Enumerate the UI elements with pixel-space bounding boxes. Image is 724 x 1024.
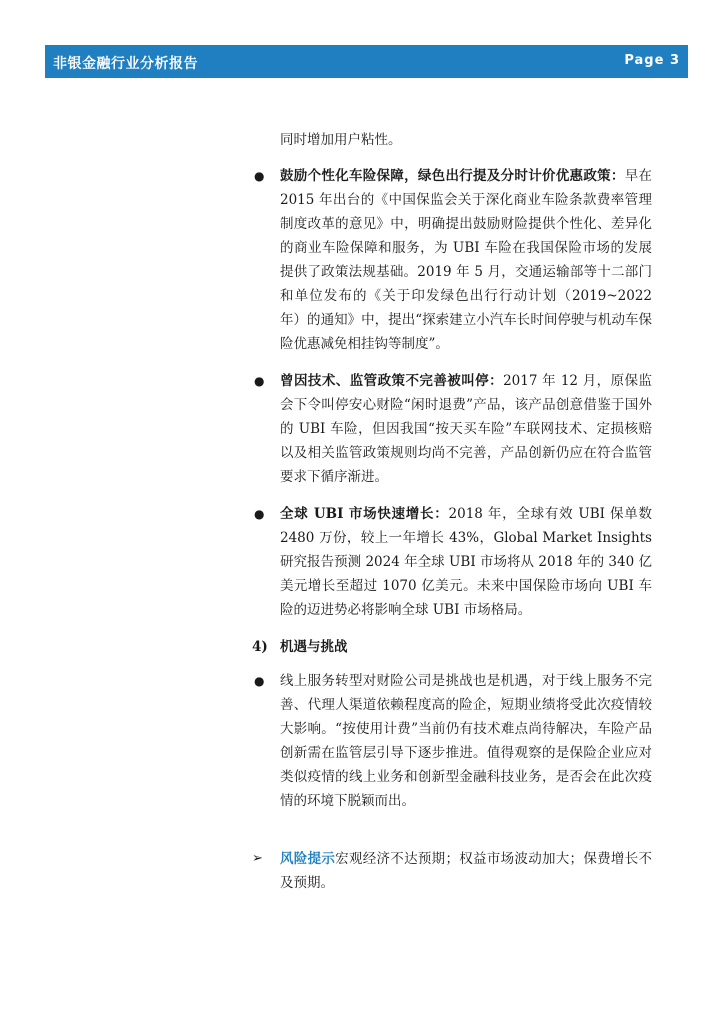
report-title: 非银金融行业分析报告	[53, 56, 198, 72]
bullet-dot-icon: ●	[254, 374, 265, 388]
bullet-dot-icon: ●	[254, 507, 265, 521]
bullet-item-global-market	[252, 502, 652, 622]
bullet-item-regulation	[252, 369, 652, 489]
bullet-item-policy	[252, 164, 652, 356]
bullet-dot-icon: ●	[254, 169, 265, 183]
risk-warning	[252, 847, 652, 895]
bullet-lead: 鼓励个性化车险保障，绿色出行提及分时计价优惠政策：	[280, 168, 625, 184]
page-number: Page 3	[624, 53, 680, 68]
risk-text: 宏观经济不达预期；权益市场波动加大；保费增长不及预期。	[280, 851, 653, 891]
bullet-text: 2017 年 12 月，原保监会下令叫停安心财险“闲时退费”产品，该产品创意借鉴于国外的 UBI 车险，但因我国“按天买车险”车联网技术、定损核赔以及相关监管政策规则均尚不完善，产品创新仍应在符合监管要求下循序渐进。	[280, 373, 652, 485]
header-bar	[45, 45, 688, 78]
bullet-lead: 全球 UBI 市场快速增长：	[280, 506, 449, 522]
arrow-right-icon: ➢	[252, 851, 263, 866]
body-content	[252, 128, 652, 895]
bullet-lead: 曾因技术、监管政策不完善被叫停：	[280, 373, 504, 389]
bullet-dot-icon: ●	[254, 674, 265, 688]
bullet-text: 线上服务转型对财险公司是挑战也是机遇，对于线上服务不完善、代理人渠道依赖程度高的险企，短期业绩将受此次疫情较大影响。“按使用计费”当前仍有技术难点尚待解决，车险产品创新需在监管层引导下逐步推进。值得观察的是保险企业应对类似疫情的线上业务和创新型金融科技业务，是否会在此次疫情的环境下脱颖而出。	[280, 673, 652, 809]
bullet-item-opportunity	[252, 669, 652, 813]
section-number: 4)	[252, 639, 268, 655]
bullet-text: 2018 年，全球有效 UBI 保单数 2480 万份，较上一年增长 43%，Global Market Insights 研究报告预测 2024 年全球 UBI 市场将从 2018 年的 340 亿美元增长至超过 1070 亿美元。未来中国保险市场向 UBI 车险的迈进势必将影响全球 UBI 市场格局。	[280, 506, 652, 618]
section-title: 机遇与挑战	[280, 639, 348, 655]
section-heading	[252, 635, 652, 659]
bullet-text: 早在 2015 年出台的《中国保监会关于深化商业车险条款费率管理制度改革的意见》中，明确提出鼓励财险提供个性化、差异化的商业车险保障和服务，为 UBI 车险在我国保险市场的发展提供了政策法规基础。2019 年 5 月，交通运输部等十二部门和单位发布的《关于印发绿色出行行动计划（2019~2022 年）的通知》中，提出“探索建立小汽车长时间停驶与机动车保险优惠减免相挂钩等制度”。	[280, 168, 653, 352]
risk-label: 风险提示	[280, 851, 336, 867]
continuation-text: 同时增加用户粘性。	[280, 132, 402, 148]
